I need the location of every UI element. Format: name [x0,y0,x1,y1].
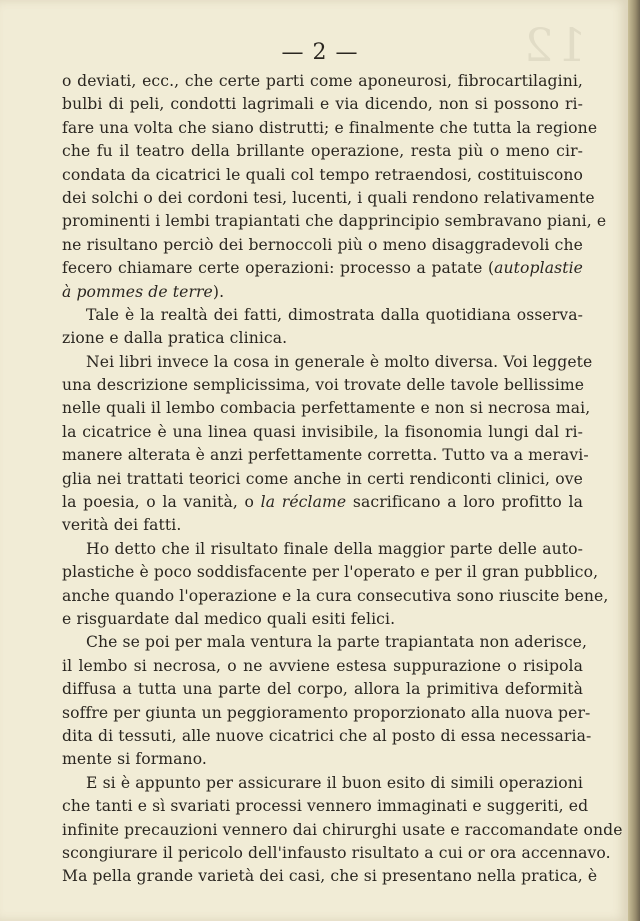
text-line: glia nei trattati teorici come anche in certi rendiconti clinici, ove [62,469,583,488]
text-line: il lembo si necrosa, o ne avviene estesa suppurazione o risipola [62,656,583,675]
text-line: una descrizione semplicissima, voi trovate delle tavole bellissime [62,376,585,395]
text-line: à pommes de terre). [62,282,225,301]
text-line: la poesia, o la vanità, o la réclame sacrificano a loro profitto la [62,493,583,512]
text-line: bulbi di peli, condotti lagrimali e via dicendo, non si possono ri- [62,95,583,114]
text-line: zione e dalla pratica clinica. [62,329,288,348]
text-line: che tanti e sì svariati processi vennero immaginati e suggeriti, ed [62,797,589,816]
text-line: soffre per giunta un peggioramento proporzionato alla nuova per- [62,703,591,722]
bleed-through-mark: 12 [520,18,587,72]
page-edge [628,0,640,921]
text-line: condata da cicatrici le quali col tempo retraendosi, costituiscono [62,165,583,184]
text-line: Che se poi per mala ventura la parte trapiantata non aderisce, [86,633,588,652]
text-line: fare una volta che siano distrutti; e finalmente che tutta la regione [62,118,598,137]
text-line: prominenti i lembi trapiantati che dapprincipio sembravano piani, e [62,212,607,231]
text-line: E si è appunto per assicurare il buon esito di simili operazioni [86,773,583,792]
text-line: verità dei fatti. [62,516,182,535]
text-line: ne risultano perciò dei bernoccoli più o meno disaggradevoli che [62,235,583,254]
text-line: scongiurare il pericolo dell'infausto risultato a cui or ora accennavo. [62,843,611,862]
text-line: mente si formano. [62,750,207,769]
text-line: e risguardate dal medico quali esiti felici. [62,609,396,628]
text-line: che fu il teatro della brillante operazione, resta più o meno cir- [62,142,583,161]
text-line: Nei libri invece la cosa in generale è molto diversa. Voi leggete [86,352,593,371]
text-line: Tale è la realtà dei fatti, dimostrata dalla quotidiana osserva- [86,305,583,324]
text-line: diffusa a tutta una parte del corpo, allora la primitiva deformità [62,680,583,699]
page-number: — 2 — [281,40,359,65]
text-line: Ma pella grande varietà dei casi, che si presentano nella pratica, è [62,867,598,886]
text-line: dita di tessuti, alle nuove cicatrici che al posto di essa necessaria- [62,726,592,745]
text-line: infinite precauzioni vennero dai chirurghi usate e raccomandate onde [62,820,623,839]
text-line: o deviati, ecc., che certe parti come aponeurosi, fibrocartilagini, [62,72,583,90]
text-line: fecero chiamare certe operazioni: processo a patate (autoplastie [62,259,583,278]
text-line: dei solchi o dei cordoni tesi, lucenti, i quali rendono relativamente [62,188,595,207]
text-line: Ho detto che il risultato finale della maggior parte delle auto- [86,539,583,558]
body-text [62,70,623,889]
text-line: nelle quali il lembo combacia perfettamente e non si necrosa mai, [62,399,591,418]
text-line: la cicatrice è una linea quasi invisibile, la fisonomia lungi dal ri- [62,422,583,441]
text-line: anche quando l'operazione e la cura consecutiva sono riuscite bene, [62,586,609,605]
text-line: manere alterata è anzi perfettamente corretta. Tutto va a meravi- [62,446,589,465]
text-line: plastiche è poco soddisfacente per l'operato e per il gran pubblico, [62,563,599,582]
